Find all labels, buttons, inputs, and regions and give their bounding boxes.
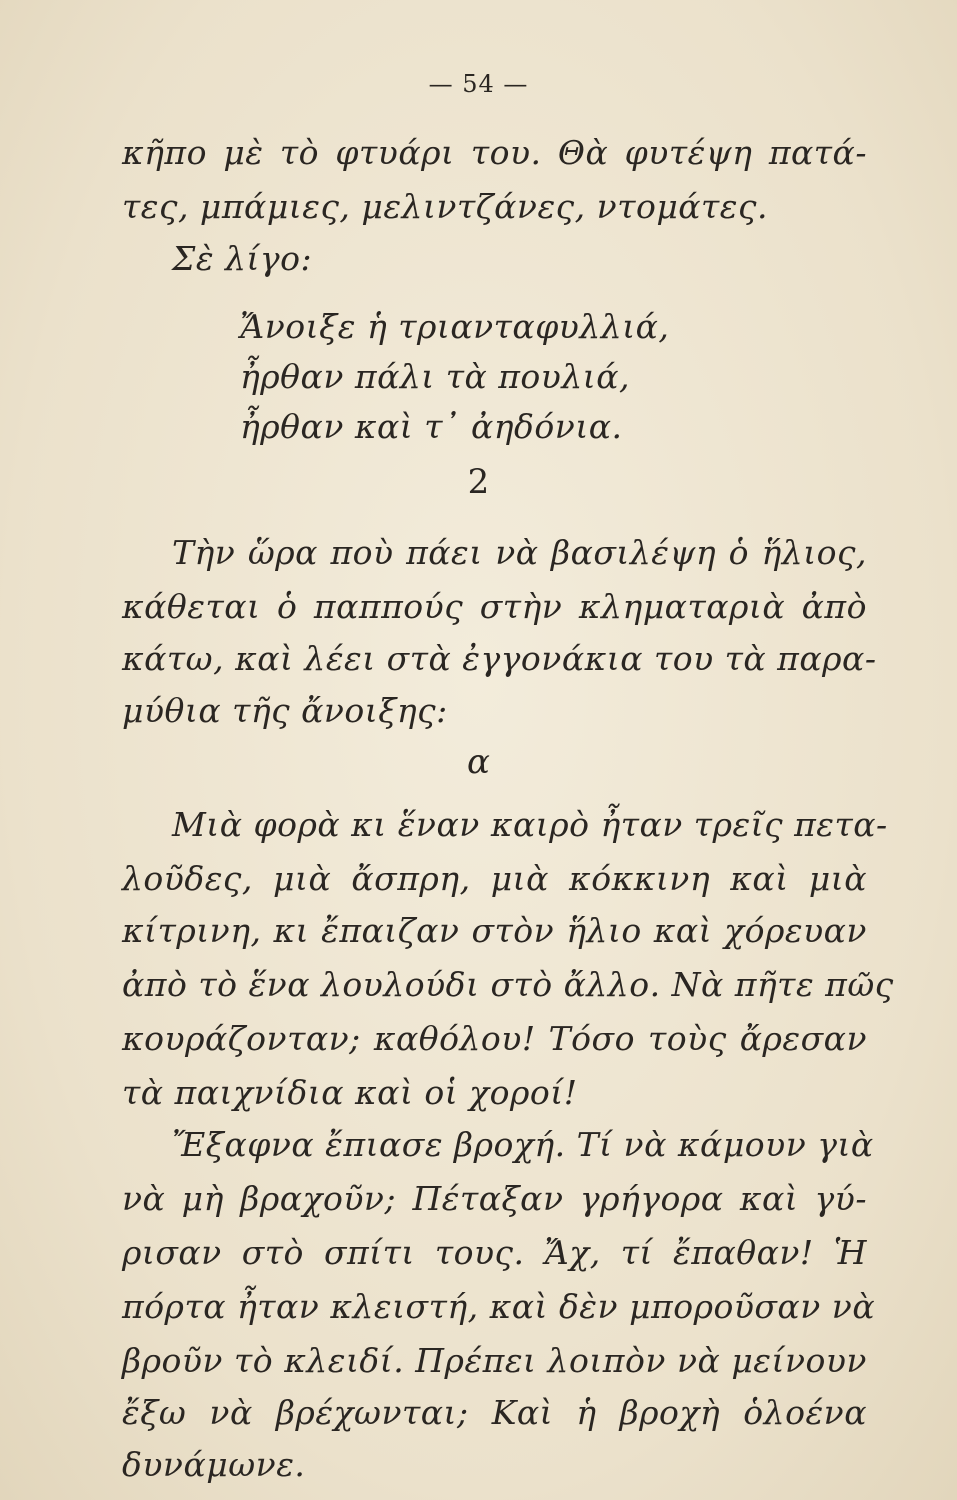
text-line: πόρτα ἦταν κλειστή, καὶ δὲν μποροῦσαν νὰ [122,1287,876,1326]
text-line: κάτω, καὶ λέει στὰ ἐγγονάκια του τὰ παρα- [122,639,877,678]
text-line: Σὲ λίγο: [172,239,313,278]
section-heading: 2 [467,462,490,502]
text-line: Ἔξαφνα ἔπιασε βροχή. Τί νὰ κάμουν γιὰ [172,1125,874,1164]
text-line: μύθια τῆς ἄνοιξης: [122,691,448,730]
text-line: βροῦν τὸ κλειδί. Πρέπει λοιπὸν νὰ μείνουν [122,1341,867,1380]
text-line: δυνάμωνε. [122,1445,306,1484]
text-line: κῆπο μὲ τὸ φτυάρι του. Θὰ φυτέψη πατά- [122,133,867,172]
text-line: ρισαν στὸ σπίτι τους. Ἄχ, τί ἔπαθαν! Ἡ [122,1233,867,1272]
text-line: νὰ μὴ βραχοῦν; Πέταξαν γρήγορα καὶ γύ- [122,1179,867,1218]
page-number: — 54 — [428,70,529,98]
text-line: κάθεται ὁ παππούς στὴν κληματαριὰ ἀπὸ [122,587,867,626]
text-line: Τὴν ὥρα ποὺ πάει νὰ βασιλέψη ὁ ἥλιος, [172,533,867,572]
text-line: τες, μπάμιες, μελιντζάνες, ντομάτες. [122,187,768,226]
text-line: κίτρινη, κι ἔπαιζαν στὸν ἥλιο καὶ χόρευαν [122,911,867,950]
text-line: λοῦδες, μιὰ ἄσπρη, μιὰ κόκκινη καὶ μιὰ [122,859,867,898]
text-line: ἀπὸ τὸ ἕνα λουλούδι στὸ ἄλλο. Νὰ πῆτε πῶς [122,965,894,1004]
text-line: ἔξω νὰ βρέχωνται; Καὶ ἡ βροχὴ ὁλοένα [122,1393,867,1432]
text-line: τὰ παιχνίδια καὶ οἱ χοροί! [122,1073,578,1112]
text-line: κουράζονταν; καθόλου! Τόσο τοὺς ἄρεσαν [122,1019,867,1058]
verse-line: ἦρθαν πάλι τὰ πουλιά, [240,357,630,396]
verse-line: Ἄνοιξε ἡ τριανταφυλλιά, [240,307,670,346]
verse-line: ἦρθαν καὶ τ᾽ ἀηδόνια. [240,407,623,446]
text-line: Μιὰ φορὰ κι ἕναν καιρὸ ἦταν τρεῖς πετα- [172,805,888,844]
section-heading: α [467,742,490,782]
